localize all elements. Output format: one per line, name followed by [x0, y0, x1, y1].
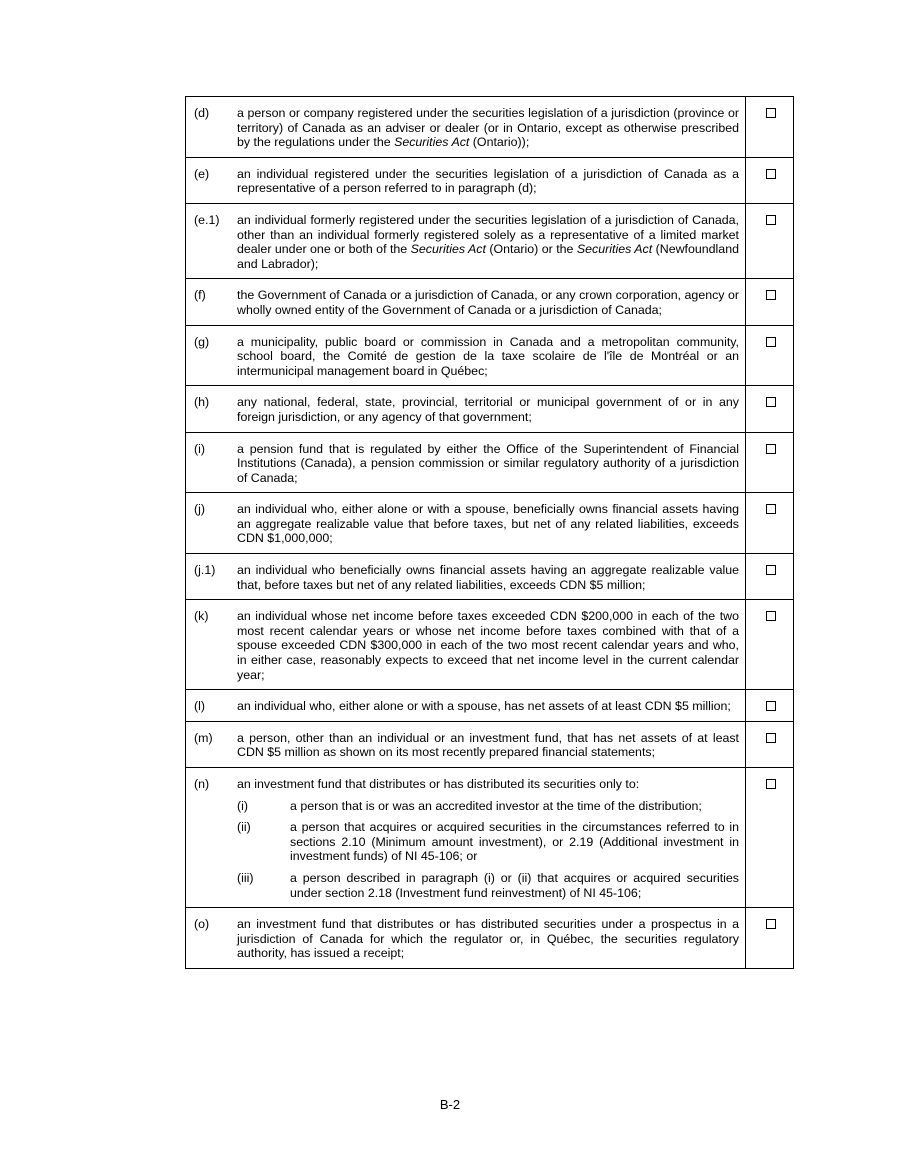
row-checkbox[interactable] — [766, 565, 776, 575]
row-checkbox[interactable] — [766, 701, 776, 711]
row-label: (h) — [194, 395, 210, 410]
row-text: an individual registered under the securities legislation of a jurisdiction of Canada as a representative of a person referred to in paragraph (d); — [237, 166, 739, 196]
checkbox-cell — [746, 722, 793, 767]
row-label: (e.1) — [194, 212, 220, 227]
sub-item — [237, 799, 739, 814]
table-row — [186, 908, 793, 968]
row-text-cell — [186, 600, 746, 689]
row-text: the Government of Canada or a jurisdiction of Canada, or any crown corporation, agency or wholly owned entity of the Government of Canada or a jurisdiction of Canada; — [237, 288, 739, 317]
checkbox-cell — [746, 158, 793, 203]
row-checkbox[interactable] — [766, 169, 776, 179]
table-row — [186, 722, 793, 768]
row-text: any national, federal, state, provincial, territorial or municipal government of or in any foreign jurisdiction, or any agency of that government; — [237, 395, 739, 424]
row-label: (j) — [194, 502, 206, 517]
sub-item-label: (iii) — [237, 870, 254, 885]
row-text — [237, 777, 739, 900]
table-row — [186, 97, 793, 158]
table-row — [186, 768, 793, 908]
row-label: (g) — [194, 334, 210, 349]
row-text: an individual whose net income before taxes exceeded CDN $200,000 in each of the two most recent calendar years or whose net income before taxes combined with that of a spouse exceeded CDN $300,000 in each of the two most recent calendar years and who, in either case, reasonably expects to exceed that net income level in the current calendar year; — [237, 609, 739, 682]
row-text-cell — [186, 204, 746, 278]
row-intro-text: an investment fund that distributes or has distributed its securities only to: — [237, 777, 640, 791]
row-checkbox[interactable] — [766, 504, 776, 514]
row-text-cell — [186, 908, 746, 968]
row-label: (e) — [194, 166, 210, 181]
checkbox-cell — [746, 326, 793, 386]
row-checkbox[interactable] — [766, 108, 776, 118]
table-row — [186, 554, 793, 600]
table-row — [186, 326, 793, 387]
page-number: B-2 — [439, 1097, 461, 1112]
row-label: (k) — [194, 609, 209, 624]
row-text-cell — [186, 326, 746, 386]
row-text-cell — [186, 158, 746, 203]
row-text-cell — [186, 97, 746, 157]
row-label: (m) — [194, 730, 213, 745]
table-row — [186, 433, 793, 494]
row-text-cell — [186, 554, 746, 599]
sub-item — [237, 820, 739, 864]
row-text: a person or company registered under the securities legislation of a jurisdiction (province or territory) of Canada as an adviser or dealer (or in Ontario, except as otherwise prescribed by the regulations under the Securities Act (Ontario)); — [237, 106, 739, 150]
sub-item-text: a person described in paragraph (i) or (ii) that acquires or acquired securities under section 2.18 (Investment fund reinvestment) of NI 45-106; — [290, 870, 739, 900]
row-text: a pension fund that is regulated by either the Office of the Superintendent of Financial Institutions (Canada), a pension commission or similar regulatory authority of a jurisdiction of Canada; — [237, 441, 739, 485]
row-label: (i) — [194, 441, 206, 456]
row-text-cell — [186, 722, 746, 767]
row-checkbox[interactable] — [766, 397, 776, 407]
row-text-cell — [186, 493, 746, 553]
row-text-cell — [186, 768, 746, 907]
checkbox-cell — [746, 279, 793, 324]
sub-item-text: a person that is or was an accredited investor at the time of the distribution; — [290, 798, 702, 813]
checkbox-cell — [746, 433, 793, 493]
row-label: (o) — [194, 917, 210, 932]
row-text: an individual who beneficially owns financial assets having an aggregate realizable value that, before taxes but net of any related liabilities, exceeds CDN $5 million; — [237, 563, 739, 592]
row-text-cell — [186, 279, 746, 324]
sub-item — [237, 871, 739, 900]
row-checkbox[interactable] — [766, 611, 776, 621]
table-row — [186, 204, 793, 279]
row-checkbox[interactable] — [766, 215, 776, 225]
sub-item-label: (i) — [237, 798, 249, 813]
table-row — [186, 279, 793, 325]
checkbox-cell — [746, 493, 793, 553]
row-text: an individual who, either alone or with a spouse, has net assets of at least CDN $5 million; — [237, 699, 731, 714]
row-label: (d) — [194, 106, 210, 120]
row-checkbox[interactable] — [766, 919, 776, 929]
row-label: (n) — [194, 777, 210, 791]
row-text-cell — [186, 690, 746, 721]
checkbox-cell — [746, 97, 793, 157]
row-text: an individual who, either alone or with a spouse, beneficially owns financial assets having an aggregate realizable value that before taxes, but net of any related liabilities, exceeds CDN $1,000,000; — [237, 502, 739, 546]
table-row — [186, 493, 793, 554]
row-checkbox[interactable] — [766, 779, 776, 789]
checkbox-cell — [746, 600, 793, 689]
checkbox-cell — [746, 204, 793, 278]
row-text: an investment fund that distributes or has distributed securities under a prospectus in a jurisdiction of Canada for which the regulator or, in Québec, the securities regulatory authority, has issued a receipt; — [237, 917, 739, 961]
sub-item-label: (ii) — [237, 820, 251, 835]
checkbox-cell — [746, 768, 793, 907]
table-row — [186, 158, 793, 204]
row-text: an individual formerly registered under the securities legislation of a jurisdiction of Canada, other than an individual formerly registered solely as a representative of a limited market dealer under one or both of the Securities Act (Ontario) or the Securities Act (Newfoundland and Labrador); — [237, 212, 739, 271]
checkbox-cell — [746, 554, 793, 599]
checkbox-cell — [746, 690, 793, 721]
row-checkbox[interactable] — [766, 733, 776, 743]
checkbox-cell — [746, 386, 793, 431]
row-text-cell — [186, 386, 746, 431]
row-label: (f) — [194, 288, 206, 303]
row-checkbox[interactable] — [766, 290, 776, 300]
row-checkbox[interactable] — [766, 444, 776, 454]
table-row — [186, 386, 793, 432]
row-label: (j.1) — [194, 563, 216, 578]
table-row — [186, 690, 793, 722]
sub-item-text: a person that acquires or acquired securities in the circumstances referred to in sections 2.10 (Minimum amount investment), or 2.19 (Additional investment in investment funds) of NI 45-106; or — [290, 820, 739, 864]
row-text: a municipality, public board or commission in Canada and a metropolitan community, school board, the Comité de gestion de la taxe scolaire de l'île de Montréal or an intermunicipal management board in Québec; — [237, 334, 739, 378]
accredited-investor-table — [185, 96, 794, 969]
table-row — [186, 600, 793, 690]
row-text: a person, other than an individual or an investment fund, that has net assets of at least CDN $5 million as shown on its most recently prepared financial statements; — [237, 730, 739, 760]
checkbox-cell — [746, 908, 793, 968]
row-text-cell — [186, 433, 746, 493]
row-label: (l) — [194, 699, 206, 714]
row-checkbox[interactable] — [766, 337, 776, 347]
